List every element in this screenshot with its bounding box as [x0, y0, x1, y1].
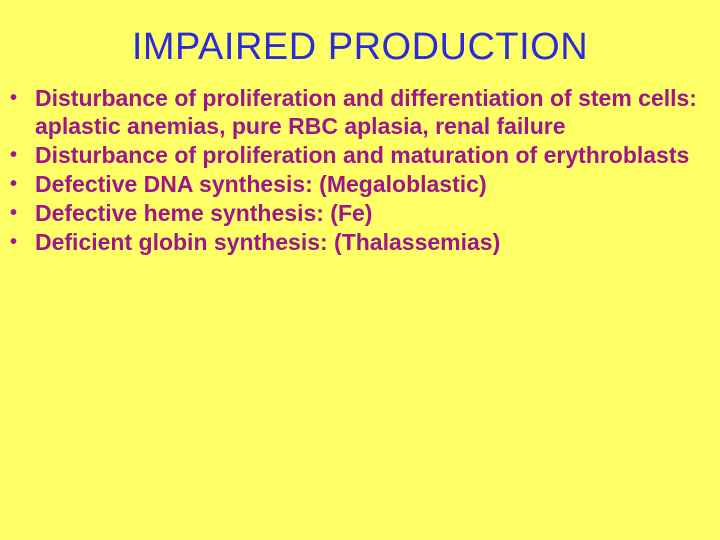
- bullet-text: Defective DNA synthesis: (Megaloblastic): [35, 171, 487, 197]
- bullet-text: Deficient globin synthesis: (Thalassemias): [35, 229, 501, 255]
- bullet-item-dna-synthesis: [10, 170, 710, 198]
- bullet-text: Disturbance of proliferation and maturation of erythroblasts: [35, 142, 690, 168]
- bullet-dot-icon: •: [10, 87, 18, 109]
- bullet-text: Disturbance of proliferation and differentiation of stem cells: aplastic anemias, pure RBC aplasia, renal failure: [35, 85, 697, 139]
- bullet-item-globin-synthesis: [10, 228, 710, 256]
- bullet-item-heme-synthesis: [10, 199, 710, 227]
- bullet-list: [10, 84, 710, 257]
- bullet-text: Defective heme synthesis: (Fe): [35, 200, 373, 226]
- bullet-dot-icon: •: [10, 144, 18, 166]
- bullet-item-erythroblasts: [10, 141, 710, 169]
- bullet-dot-icon: •: [10, 173, 18, 195]
- bullet-dot-icon: •: [10, 231, 18, 253]
- bullet-item-stem-cells: [10, 84, 710, 140]
- slide-title: IMPAIRED PRODUCTION: [131, 26, 589, 68]
- bullet-dot-icon: •: [10, 202, 18, 224]
